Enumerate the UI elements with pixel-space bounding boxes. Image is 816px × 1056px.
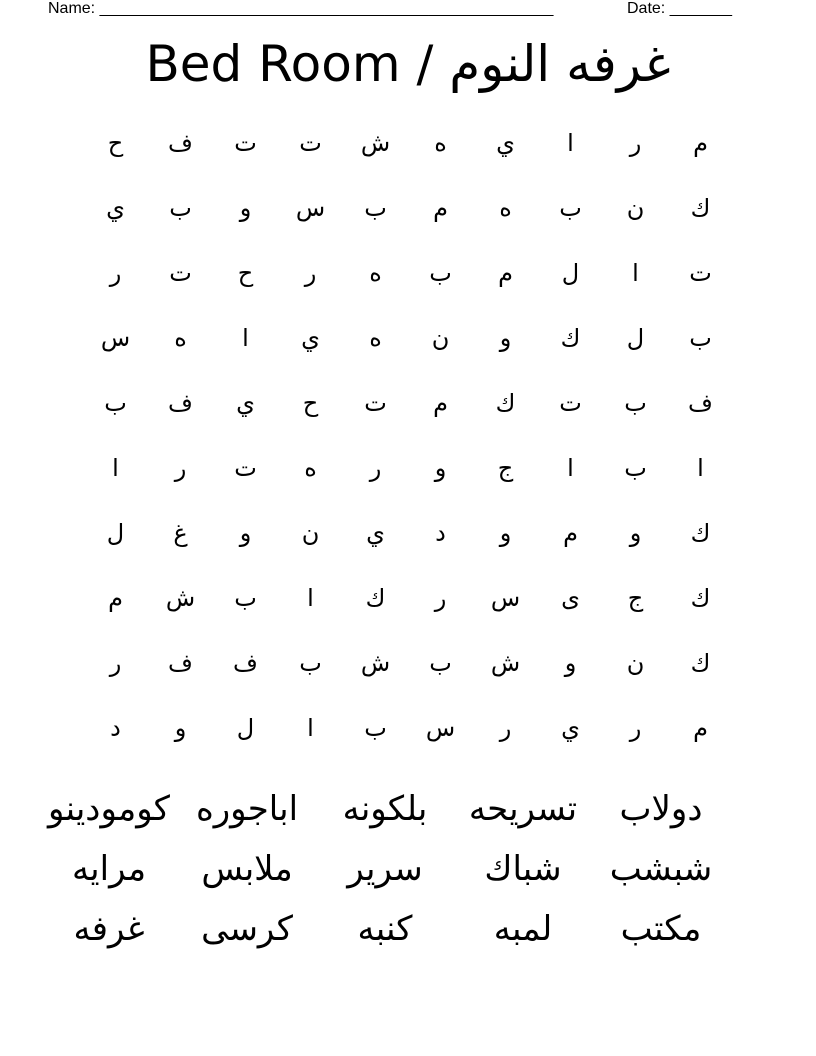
grid-letter[interactable]: ت [234,453,257,482]
grid-row [83,305,733,370]
grid-letter[interactable]: ا [242,323,249,352]
word-bank-item: لمبه [493,909,553,949]
grid-letter[interactable]: ف [168,388,193,417]
word-bank-item: سرير [347,849,423,889]
word-search-grid [83,110,733,760]
grid-letter[interactable]: ر [304,258,317,287]
grid-letter[interactable]: ت [169,258,192,287]
word-bank-item: دولاب [619,789,703,829]
grid-letter[interactable]: ا [567,453,574,482]
grid-letter[interactable]: ر [629,128,642,157]
grid-letter[interactable]: ل [106,518,125,547]
grid-row [83,110,733,175]
grid-letter[interactable]: ج [497,453,514,482]
word-bank-row [40,779,730,839]
grid-letter[interactable]: ش [360,128,391,157]
word-bank-item: شبشب [609,849,713,889]
grid-letter[interactable]: ش [165,583,196,612]
grid-letter[interactable]: ب [624,453,647,482]
word-bank-item: كنبه [357,909,413,949]
word-bank-row [40,899,730,959]
grid-letter[interactable]: ت [689,258,712,287]
grid-letter[interactable]: ت [559,388,582,417]
grid-letter[interactable]: ن [626,193,645,222]
grid-letter[interactable]: ش [360,648,391,677]
grid-letter[interactable]: ب [364,193,387,222]
grid-letter[interactable]: ي [496,128,515,157]
grid-letter[interactable]: ب [364,713,387,742]
grid-letter[interactable]: ك [495,388,516,417]
grid-letter[interactable]: ا [632,258,639,287]
grid-letter[interactable]: ي [106,193,125,222]
grid-letter[interactable]: ك [365,583,386,612]
grid-letter[interactable]: ف [168,648,193,677]
grid-letter[interactable]: ح [302,388,319,417]
word-bank-item: بلكونه [342,789,428,829]
grid-letter[interactable]: ب [234,583,257,612]
grid-letter[interactable]: ف [688,388,713,417]
grid-letter[interactable]: س [490,583,521,612]
grid-letter[interactable]: ر [109,648,122,677]
grid-letter[interactable]: د [110,713,121,742]
grid-letter[interactable]: و [499,323,512,352]
grid-letter[interactable]: و [239,193,252,222]
grid-letter[interactable]: ج [627,583,644,612]
word-bank-item: مكتب [620,909,702,949]
grid-letter[interactable]: ن [626,648,645,677]
grid-letter[interactable]: ش [490,648,521,677]
word-bank-row [40,839,730,899]
grid-letter[interactable]: ا [112,453,119,482]
grid-letter[interactable]: ب [104,388,127,417]
grid-letter[interactable]: م [563,518,578,547]
page-title: Bed Room / غرفه النوم [145,35,671,93]
grid-letter[interactable]: ح [237,258,254,287]
grid-letter[interactable]: س [295,193,326,222]
grid-letter[interactable]: ا [307,713,314,742]
grid-letter[interactable]: م [693,128,708,157]
word-bank-item: تسريحه [468,789,578,829]
word-bank-item: كومودينو [48,789,170,829]
grid-letter[interactable]: م [693,713,708,742]
grid-letter[interactable]: م [108,583,123,612]
grid-letter[interactable]: ف [233,648,258,677]
word-bank-item: ملابس [201,849,293,889]
grid-letter[interactable]: ه [369,258,382,287]
name-field[interactable]: Name: ___________________________________________________ [48,0,554,17]
grid-row [83,500,733,565]
grid-letter[interactable]: ر [109,258,122,287]
grid-letter[interactable]: و [174,713,187,742]
grid-letter[interactable]: ي [366,518,385,547]
grid-letter[interactable]: ي [561,713,580,742]
grid-letter[interactable]: ر [499,713,512,742]
grid-letter[interactable]: ك [690,583,711,612]
grid-letter[interactable]: ن [301,518,320,547]
grid-letter[interactable]: ل [561,258,580,287]
grid-letter[interactable]: ر [369,453,382,482]
grid-letter[interactable]: ب [689,323,712,352]
word-bank-item: مرايه [71,849,147,889]
grid-row [83,695,733,760]
grid-letter[interactable]: ب [169,193,192,222]
grid-letter[interactable]: ل [236,713,255,742]
word-bank-item: كرسى [201,909,293,949]
header [48,0,748,18]
grid-letter[interactable]: و [564,648,577,677]
grid-row [83,435,733,500]
grid-letter[interactable]: ا [307,583,314,612]
grid-letter[interactable]: و [499,518,512,547]
grid-letter[interactable]: ب [429,258,452,287]
word-bank-item: غرفه [73,909,145,949]
grid-letter[interactable]: ت [364,388,387,417]
grid-letter[interactable]: غ [173,518,188,547]
grid-letter[interactable]: ه [434,128,447,157]
grid-letter[interactable]: ه [304,453,317,482]
word-bank [40,779,730,959]
grid-row [83,565,733,630]
grid-letter[interactable]: م [433,388,448,417]
grid-letter[interactable]: و [239,518,252,547]
grid-letter[interactable]: ر [434,583,447,612]
grid-letter[interactable]: د [435,518,446,547]
grid-letter[interactable]: و [434,453,447,482]
grid-letter[interactable]: ك [690,518,711,547]
word-bank-item: شباك [484,849,562,889]
grid-letter[interactable]: ا [697,453,704,482]
grid-letter[interactable]: ح [107,128,124,157]
grid-letter[interactable]: ر [629,713,642,742]
grid-letter[interactable]: م [433,193,448,222]
grid-letter[interactable]: س [100,323,131,352]
grid-letter[interactable]: ت [234,128,257,157]
grid-letter[interactable]: س [425,713,456,742]
grid-letter[interactable]: ب [429,648,452,677]
grid-letter[interactable]: ك [690,648,711,677]
grid-row [83,175,733,240]
grid-letter[interactable]: ب [299,648,322,677]
grid-letter[interactable]: ه [369,323,382,352]
grid-letter[interactable]: ى [561,583,580,612]
grid-letter[interactable]: ن [431,323,450,352]
grid-letter[interactable]: ف [168,128,193,157]
grid-letter[interactable]: ه [499,193,512,222]
grid-letter[interactable]: ك [560,323,581,352]
grid-row [83,630,733,695]
grid-letter[interactable]: ه [174,323,187,352]
grid-letter[interactable]: ي [236,388,255,417]
grid-letter[interactable]: ت [299,128,322,157]
grid-letter[interactable]: ا [567,128,574,157]
grid-letter[interactable]: ل [626,323,645,352]
grid-row [83,370,733,435]
grid-letter[interactable]: ب [624,388,647,417]
grid-letter[interactable]: ر [174,453,187,482]
grid-letter[interactable]: م [498,258,513,287]
grid-row [83,240,733,305]
grid-letter[interactable]: ي [301,323,320,352]
date-field[interactable]: Date: _______ [627,0,732,17]
grid-letter[interactable]: ك [690,193,711,222]
grid-letter[interactable]: و [629,518,642,547]
word-bank-item: اباجوره [195,789,299,829]
grid-letter[interactable]: ب [559,193,582,222]
